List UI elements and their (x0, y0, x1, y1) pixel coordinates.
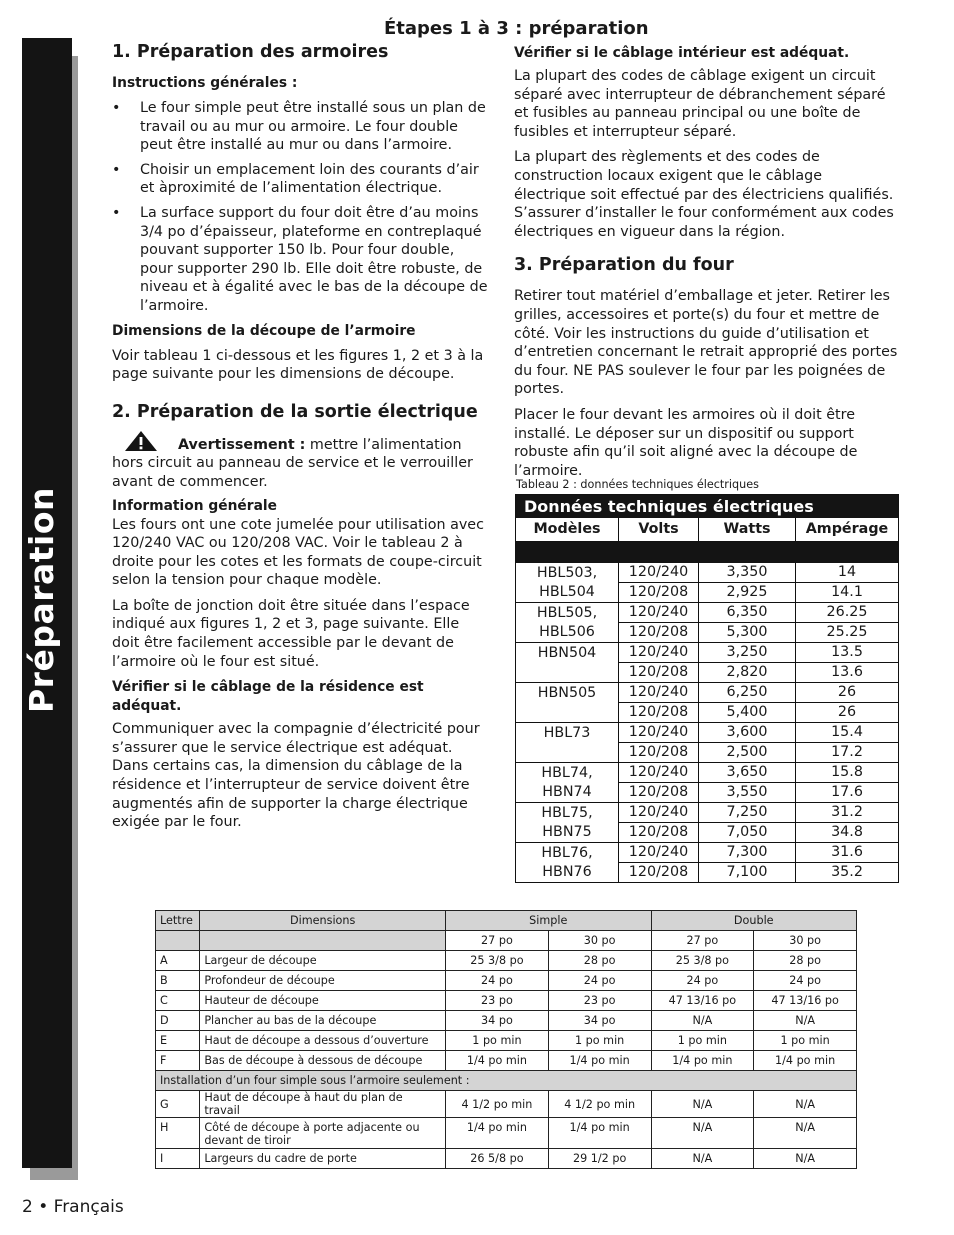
section3-title: 3. Préparation du four (514, 255, 734, 276)
watts-cell: 2,500 (699, 743, 796, 762)
model-cell: HBL505, HBL506 (516, 603, 619, 642)
value-cell: 24 po (651, 971, 754, 991)
cutout-dimensions-text: Voir tableau 1 ci-dessous et les figures 1, 2 et 3 à la page suivante pour les dimensions de découpe. (112, 347, 484, 383)
volts-cell: 120/240 (619, 603, 699, 622)
watts-cell: 6,350 (699, 603, 796, 622)
volts-cell: 120/208 (619, 783, 699, 802)
table-row (619, 563, 898, 582)
table-row (156, 1031, 857, 1051)
general-info-heading: Information générale (112, 497, 277, 514)
value-cell: N/A (754, 1118, 857, 1149)
value-cell: 47 13/16 po (754, 991, 857, 1011)
value-cell: N/A (651, 1011, 754, 1031)
dimension-label-cell: Largeur de découpe (200, 951, 446, 971)
amperage-cell: 17.6 (831, 784, 863, 800)
table-row (619, 763, 898, 782)
letter-cell: C (156, 991, 200, 1011)
model-cell: HBL76, HBN76 (516, 843, 619, 882)
value-cell: 1 po min (548, 1031, 651, 1051)
amperage-cell: 15.8 (831, 764, 863, 780)
letter-cell: I (156, 1149, 200, 1169)
table-row-group (516, 763, 898, 803)
value-cell: 34 po (548, 1011, 651, 1031)
rating-rows (619, 603, 898, 642)
dimensions-table (155, 910, 857, 1169)
value-cell: 4 1/2 po min (446, 1091, 549, 1118)
table-row (619, 742, 898, 762)
rating-rows (619, 763, 898, 802)
cutout-dimensions-heading: Dimensions de la découpe de l’armoire (112, 322, 416, 339)
table-row (619, 582, 898, 602)
volts-cell: 120/240 (619, 563, 699, 582)
watts-cell: 7,100 (699, 863, 796, 882)
amperage-cell: 13.6 (831, 664, 863, 680)
model-cell: HBN505 (516, 683, 619, 722)
table-row (619, 683, 898, 702)
value-cell: 1/4 po min (446, 1118, 549, 1149)
letter-cell: B (156, 971, 200, 991)
value-cell: 26 5/8 po (446, 1149, 549, 1169)
electrical-table-separator (516, 542, 898, 563)
section1-title: 1. Préparation des armoires (112, 42, 389, 62)
rating-rows (619, 723, 898, 762)
watts-cell: 3,550 (699, 783, 796, 802)
list-item (112, 161, 490, 198)
table-row (619, 643, 898, 662)
rating-rows (619, 643, 898, 682)
watts-cell: 3,600 (699, 723, 796, 742)
model-cell: HBN504 (516, 643, 619, 682)
list-item (112, 204, 490, 316)
instructions-list (112, 99, 490, 316)
subheader-simple-27: 27 po (446, 931, 549, 951)
volts-cell: 120/208 (619, 663, 699, 682)
table-row (156, 971, 857, 991)
letter-cell: H (156, 1118, 200, 1149)
volts-cell: 120/240 (619, 803, 699, 822)
general-info-p2: La boîte de jonction doit être située dans l’espace indiqué aux figures 1, 2 et 3, page suivante. Elle doit être facilement accessible par le devant de l’armoire où le four est situé. (112, 597, 470, 670)
interior-wiring-heading: Vérifier si le câblage intérieur est adéquat. (514, 45, 850, 61)
column-header-letter: Lettre (156, 911, 200, 931)
value-cell: 24 po (446, 971, 549, 991)
rating-rows (619, 563, 898, 602)
value-cell: 28 po (754, 951, 857, 971)
table-row (619, 782, 898, 802)
subheader-double-27: 27 po (651, 931, 754, 951)
column-header-double: Double (651, 911, 857, 931)
subheader-simple-30: 30 po (548, 931, 651, 951)
subheader-blank (156, 931, 200, 951)
amperage-cell: 35.2 (831, 864, 863, 880)
oven-prep-p2: Placer le four devant les armoires où il doit être installé. Le déposer sur un dispositif ou support robuste afin qu’il soit aligné avec la découpe de l’armoire. (514, 406, 858, 479)
watts-cell: 3,650 (699, 763, 796, 782)
table-row (156, 1091, 857, 1118)
value-cell: N/A (754, 1011, 857, 1031)
watts-cell: 6,250 (699, 683, 796, 702)
table-row (619, 822, 898, 842)
watts-cell: 7,250 (699, 803, 796, 822)
electrical-table-header (516, 518, 898, 542)
dimension-label-cell: Hauteur de découpe (200, 991, 446, 1011)
dimension-label-cell: Plancher au bas de la découpe (200, 1011, 446, 1031)
volts-cell: 120/208 (619, 623, 699, 642)
table-row (619, 862, 898, 882)
table-row (156, 951, 857, 971)
amperage-cell: 13.5 (831, 644, 863, 660)
table-row-group (516, 803, 898, 843)
side-tab (22, 38, 72, 1168)
amperage-cell: 26.25 (826, 604, 868, 620)
dimension-label-cell: Côté de découpe à porte adjacente ou devant de tiroir (200, 1118, 446, 1149)
watts-cell: 2,820 (699, 663, 796, 682)
dimensions-table-header (156, 911, 857, 931)
bullet-text: Le four simple peut être installé sous un plan de travail ou au mur ou armoire. Le four double peut être installé au mur ou dans l’armoire. (140, 100, 486, 154)
value-cell: 1/4 po min (754, 1051, 857, 1071)
page-heading: Étapes 1 à 3 : préparation (384, 18, 649, 39)
table-row (619, 723, 898, 742)
value-cell: N/A (754, 1149, 857, 1169)
residence-wiring-heading: Vérifier si le câblage de la résidence est adéquat. (112, 679, 424, 715)
electrical-table-caption: Tableau 2 : données techniques électriques (516, 478, 759, 491)
electrical-table (515, 494, 899, 883)
volts-cell: 120/208 (619, 823, 699, 842)
table-row-group (516, 643, 898, 683)
rating-rows (619, 683, 898, 722)
amperage-cell: 14.1 (831, 584, 863, 600)
rating-rows (619, 843, 898, 882)
table-row-group (516, 723, 898, 763)
watts-cell: 7,300 (699, 843, 796, 862)
table-row (619, 622, 898, 642)
amperage-cell: 14 (837, 564, 857, 580)
value-cell: 28 po (548, 951, 651, 971)
model-cell: HBL73 (516, 723, 619, 762)
column-header-dimensions: Dimensions (200, 911, 446, 931)
bullet-text: La surface support du four doit être d’au moins 3/4 po d’épaisseur, plateforme en contreplaqué pouvant supporter 150 lb. Pour four double, pour supporter 290 lb. Elle doit être robuste, de niveau et à égalité avec le bas de la découpe de l’armoire. (140, 204, 488, 314)
electrical-table-body (516, 563, 898, 882)
oven-prep-p1: Retirer tout matériel d’emballage et jeter. Retirer les grilles, accessoires et porte(s) du four et mettre de côté. Voir les instructions du guide d’utilisation et d’entretien concernant le retrait approprié des portes du four. NE PAS soulever le four par les poignées de portes. (514, 288, 898, 398)
value-cell: 1 po min (651, 1031, 754, 1051)
model-cell: HBL503, HBL504 (516, 563, 619, 602)
table-row (156, 1149, 857, 1169)
table-row (156, 1051, 857, 1071)
value-cell: N/A (651, 1118, 754, 1149)
table-row (156, 991, 857, 1011)
general-info-p1: Les fours ont une cote jumelée pour utilisation avec 120/240 VAC ou 120/208 VAC. Voir le tableau 2 à droite pour les cotes et les formats de coupe-circuit selon la tension pour chaque modèle. (112, 516, 484, 589)
amperage-cell: 26 (837, 704, 857, 720)
amperage-cell: 34.8 (831, 824, 863, 840)
section2-title: 2. Préparation de la sortie électrique (112, 401, 478, 422)
table-row (619, 702, 898, 722)
dimension-label-cell: Profondeur de découpe (200, 971, 446, 991)
interior-wiring-p2: La plupart des règlements et des codes de construction locaux exigent que le câblage électrique soit effectué par des électriciens qualifiés. S’assurer d’installer le four conformément aux codes électriques en vigueur dans la région. (514, 149, 894, 240)
interior-wiring-p1: La plupart des codes de câblage exigent un circuit séparé avec interrupteur de débranchement séparé et fusibles au panneau principal ou une boîte de fusibles et interrupteur séparé. (514, 68, 886, 140)
watts-cell: 5,300 (699, 623, 796, 642)
column-header-amperage: Ampérage (805, 521, 889, 537)
volts-cell: 120/240 (619, 643, 699, 662)
volts-cell: 120/240 (619, 763, 699, 782)
bullet-glyph: • (112, 100, 121, 116)
amperage-cell: 15.4 (831, 724, 863, 740)
right-column (514, 44, 898, 487)
column-header-simple: Simple (446, 911, 651, 931)
list-item (112, 99, 490, 155)
table-row (619, 803, 898, 822)
amperage-cell: 26 (837, 684, 857, 700)
table-row-group (516, 563, 898, 603)
group-label-row (156, 1071, 857, 1091)
watts-cell: 2,925 (699, 583, 796, 602)
value-cell: 1 po min (754, 1031, 857, 1051)
dimension-label-cell: Largeurs du cadre de porte (200, 1149, 446, 1169)
table-row (619, 603, 898, 622)
value-cell: 1/4 po min (548, 1118, 651, 1149)
warning-icon (124, 430, 158, 452)
value-cell: 1/4 po min (651, 1051, 754, 1071)
volts-cell: 120/240 (619, 683, 699, 702)
value-cell: 25 3/8 po (446, 951, 549, 971)
bullet-text: Choisir un emplacement loin des courants d’air et àproximité de l’alimentation électrique. (140, 161, 479, 197)
table-row-group (516, 603, 898, 643)
bullet-glyph: • (112, 204, 121, 221)
value-cell: 1/4 po min (446, 1051, 549, 1071)
volts-cell: 120/208 (619, 583, 699, 602)
value-cell: 29 1/2 po (548, 1149, 651, 1169)
value-cell: 34 po (446, 1011, 549, 1031)
residence-wiring-text: Communiquer avec la compagnie d’électricité pour s’assurer que le service électrique est adéquat. Dans certains cas, la dimension du câblage de la résidence et l’interrupteur de service doivent être augmentés afin de supporter la charge électrique exigée par le four. (112, 721, 480, 831)
table-row-group (516, 683, 898, 723)
subheader-double-30: 30 po (754, 931, 857, 951)
table-row (619, 843, 898, 862)
general-instructions-heading: Instructions générales : (112, 75, 298, 91)
column-header-volts: Volts (619, 518, 699, 541)
warning-text: mettre l’alimentation hors circuit au panneau de service et le verrouiller avant de commencer. (112, 436, 473, 490)
table-row (156, 1011, 857, 1031)
value-cell: 1 po min (446, 1031, 549, 1051)
side-tab-label: Préparation (22, 486, 61, 714)
model-cell: HBL75, HBN75 (516, 803, 619, 842)
group-label-cell: Installation d’un four simple sous l’armoire seulement : (156, 1071, 857, 1091)
rating-rows (619, 803, 898, 842)
amperage-cell: 17.2 (831, 744, 863, 760)
electrical-table-title: Données techniques électriques (516, 495, 898, 518)
letter-cell: G (156, 1091, 200, 1118)
bullet-glyph: • (112, 161, 121, 178)
value-cell: 24 po (548, 971, 651, 991)
dimension-label-cell: Bas de découpe à dessous de découpe (200, 1051, 446, 1071)
column-header-watts: Watts (699, 518, 796, 541)
left-column (112, 40, 490, 839)
volts-cell: 120/208 (619, 863, 699, 882)
warning-label: Avertissement : (178, 436, 306, 453)
dimension-label-cell: Haut de découpe a dessous d’ouverture (200, 1031, 446, 1051)
page-footer: 2 • Français (22, 1197, 124, 1217)
dimensions-table-subheader (156, 931, 857, 951)
watts-cell: 5,400 (699, 703, 796, 722)
subheader-blank (200, 931, 446, 951)
table-row (156, 1118, 857, 1149)
letter-cell: A (156, 951, 200, 971)
letter-cell: D (156, 1011, 200, 1031)
letter-cell: F (156, 1051, 200, 1071)
letter-cell: E (156, 1031, 200, 1051)
value-cell: N/A (651, 1091, 754, 1118)
value-cell: 25 3/8 po (651, 951, 754, 971)
value-cell: N/A (651, 1149, 754, 1169)
value-cell: 23 po (548, 991, 651, 1011)
amperage-cell: 31.2 (831, 804, 863, 820)
dimension-label-cell: Haut de découpe à haut du plan de travail (200, 1091, 446, 1118)
amperage-cell: 31.6 (831, 844, 863, 860)
column-header-models: Modèles (516, 518, 619, 541)
volts-cell: 120/208 (619, 743, 699, 762)
value-cell: 47 13/16 po (651, 991, 754, 1011)
watts-cell: 3,350 (699, 563, 796, 582)
volts-cell: 120/208 (619, 703, 699, 722)
value-cell: N/A (754, 1091, 857, 1118)
model-cell: HBL74, HBN74 (516, 763, 619, 802)
table-row-group (516, 843, 898, 882)
value-cell: 23 po (446, 991, 549, 1011)
value-cell: 24 po (754, 971, 857, 991)
warning-paragraph (112, 430, 490, 492)
watts-cell: 7,050 (699, 823, 796, 842)
amperage-cell: 25.25 (826, 624, 868, 640)
volts-cell: 120/240 (619, 723, 699, 742)
value-cell: 1/4 po min (548, 1051, 651, 1071)
value-cell: 4 1/2 po min (548, 1091, 651, 1118)
watts-cell: 3,250 (699, 643, 796, 662)
table-row (619, 662, 898, 682)
volts-cell: 120/240 (619, 843, 699, 862)
